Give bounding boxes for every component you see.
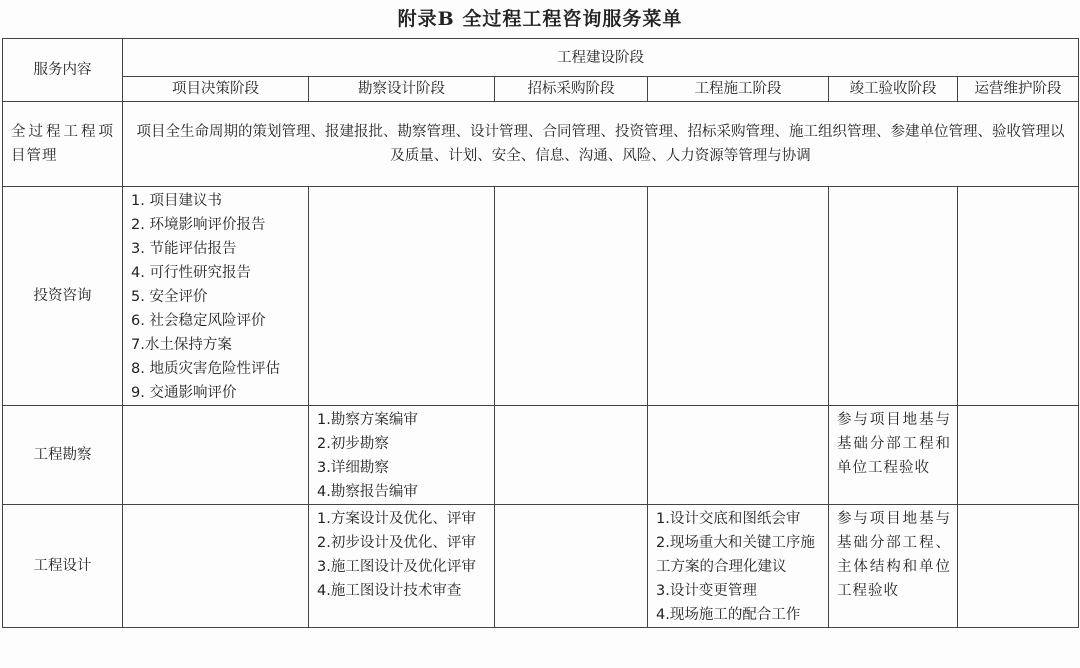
list-item: 2. 环境影响评价报告	[131, 217, 266, 233]
list-item: 1. 项目建议书	[131, 193, 222, 209]
empty-cell	[648, 406, 829, 505]
empty-cell	[958, 187, 1079, 406]
stage-acceptance: 竣工验收阶段	[829, 77, 958, 102]
list-item: 1.方案设计及优化、评审	[317, 511, 476, 527]
empty-cell	[958, 406, 1079, 505]
list-item: 3.施工图设计及优化评审	[317, 559, 476, 575]
list-item: 3.设计变更管理	[656, 583, 757, 599]
stage-decision: 项目决策阶段	[123, 77, 309, 102]
construction-item-list	[648, 505, 828, 627]
list-item: 2.现场重大和关键工序施工方案的合理化建议	[656, 535, 815, 575]
list-item: 4.现场施工的配合工作	[656, 607, 801, 623]
list-item: 4.勘察报告编审	[317, 484, 418, 500]
list-item: 3. 节能评估报告	[131, 241, 237, 257]
list-item: 7.水土保持方案	[131, 337, 232, 353]
header-row-1	[3, 39, 1079, 77]
empty-cell	[123, 505, 309, 628]
stage-survey-design: 勘察设计阶段	[309, 77, 495, 102]
service-menu-table	[2, 38, 1079, 628]
design-construction-cell	[648, 505, 829, 628]
row-label-investment: 投资咨询	[3, 187, 123, 406]
row-design	[3, 505, 1079, 628]
row-label-survey: 工程勘察	[3, 406, 123, 505]
list-item: 1.设计交底和图纸会审	[656, 511, 801, 527]
row-survey	[3, 406, 1079, 505]
list-item: 5. 安全评价	[131, 289, 208, 305]
header-row-2	[3, 77, 1079, 102]
empty-cell	[309, 187, 495, 406]
list-item: 8. 地质灾害危险性评估	[131, 361, 280, 377]
empty-cell	[495, 505, 648, 628]
list-item: 2.初步设计及优化、评审	[317, 535, 476, 551]
project-management-description: 项目全生命周期的策划管理、报建报批、勘察管理、设计管理、合同管理、投资管理、招标采购管理、施工组织管理、参建单位管理、验收管理以及质量、计划、安全、信息、沟通、风险、人力资源等管理与协调	[123, 102, 1079, 187]
survey-acceptance-cell	[829, 406, 958, 505]
stage-bidding: 招标采购阶段	[495, 77, 648, 102]
design-acceptance-text: 参与项目地基与基础分部工程、主体结构和单位工程验收	[837, 511, 951, 599]
list-item: 9. 交通影响评价	[131, 385, 237, 401]
list-item: 6. 社会稳定风险评价	[131, 313, 266, 329]
survey-item-list	[309, 406, 494, 504]
design-design-cell	[309, 505, 495, 628]
list-item: 2.初步勘察	[317, 436, 389, 452]
list-item: 3.详细勘察	[317, 460, 389, 476]
header-service-content: 服务内容	[3, 39, 123, 102]
row-project-management	[3, 102, 1079, 187]
survey-acceptance-text: 参与项目地基与基础分部工程和单位工程验收	[837, 412, 951, 476]
list-item: 1.勘察方案编审	[317, 412, 418, 428]
empty-cell	[648, 187, 829, 406]
survey-design-cell	[309, 406, 495, 505]
row-investment	[3, 187, 1079, 406]
empty-cell	[829, 187, 958, 406]
empty-cell	[123, 406, 309, 505]
investment-decision-cell	[123, 187, 309, 406]
list-item: 4. 可行性研究报告	[131, 265, 251, 281]
row-label-project-management: 全过程工程项目管理	[3, 102, 123, 187]
stage-operation: 运营维护阶段	[958, 77, 1079, 102]
design-acceptance-cell	[829, 505, 958, 628]
row-label-design: 工程设计	[3, 505, 123, 628]
page-title: 附录B 全过程工程咨询服务菜单	[397, 8, 683, 30]
empty-cell	[495, 406, 648, 505]
investment-item-list	[123, 187, 308, 405]
list-item: 4.施工图设计技术审查	[317, 583, 462, 599]
stage-construction: 工程施工阶段	[648, 77, 829, 102]
empty-cell	[958, 505, 1079, 628]
design-item-list	[309, 505, 494, 603]
header-construction-stage: 工程建设阶段	[123, 39, 1079, 77]
empty-cell	[495, 187, 648, 406]
